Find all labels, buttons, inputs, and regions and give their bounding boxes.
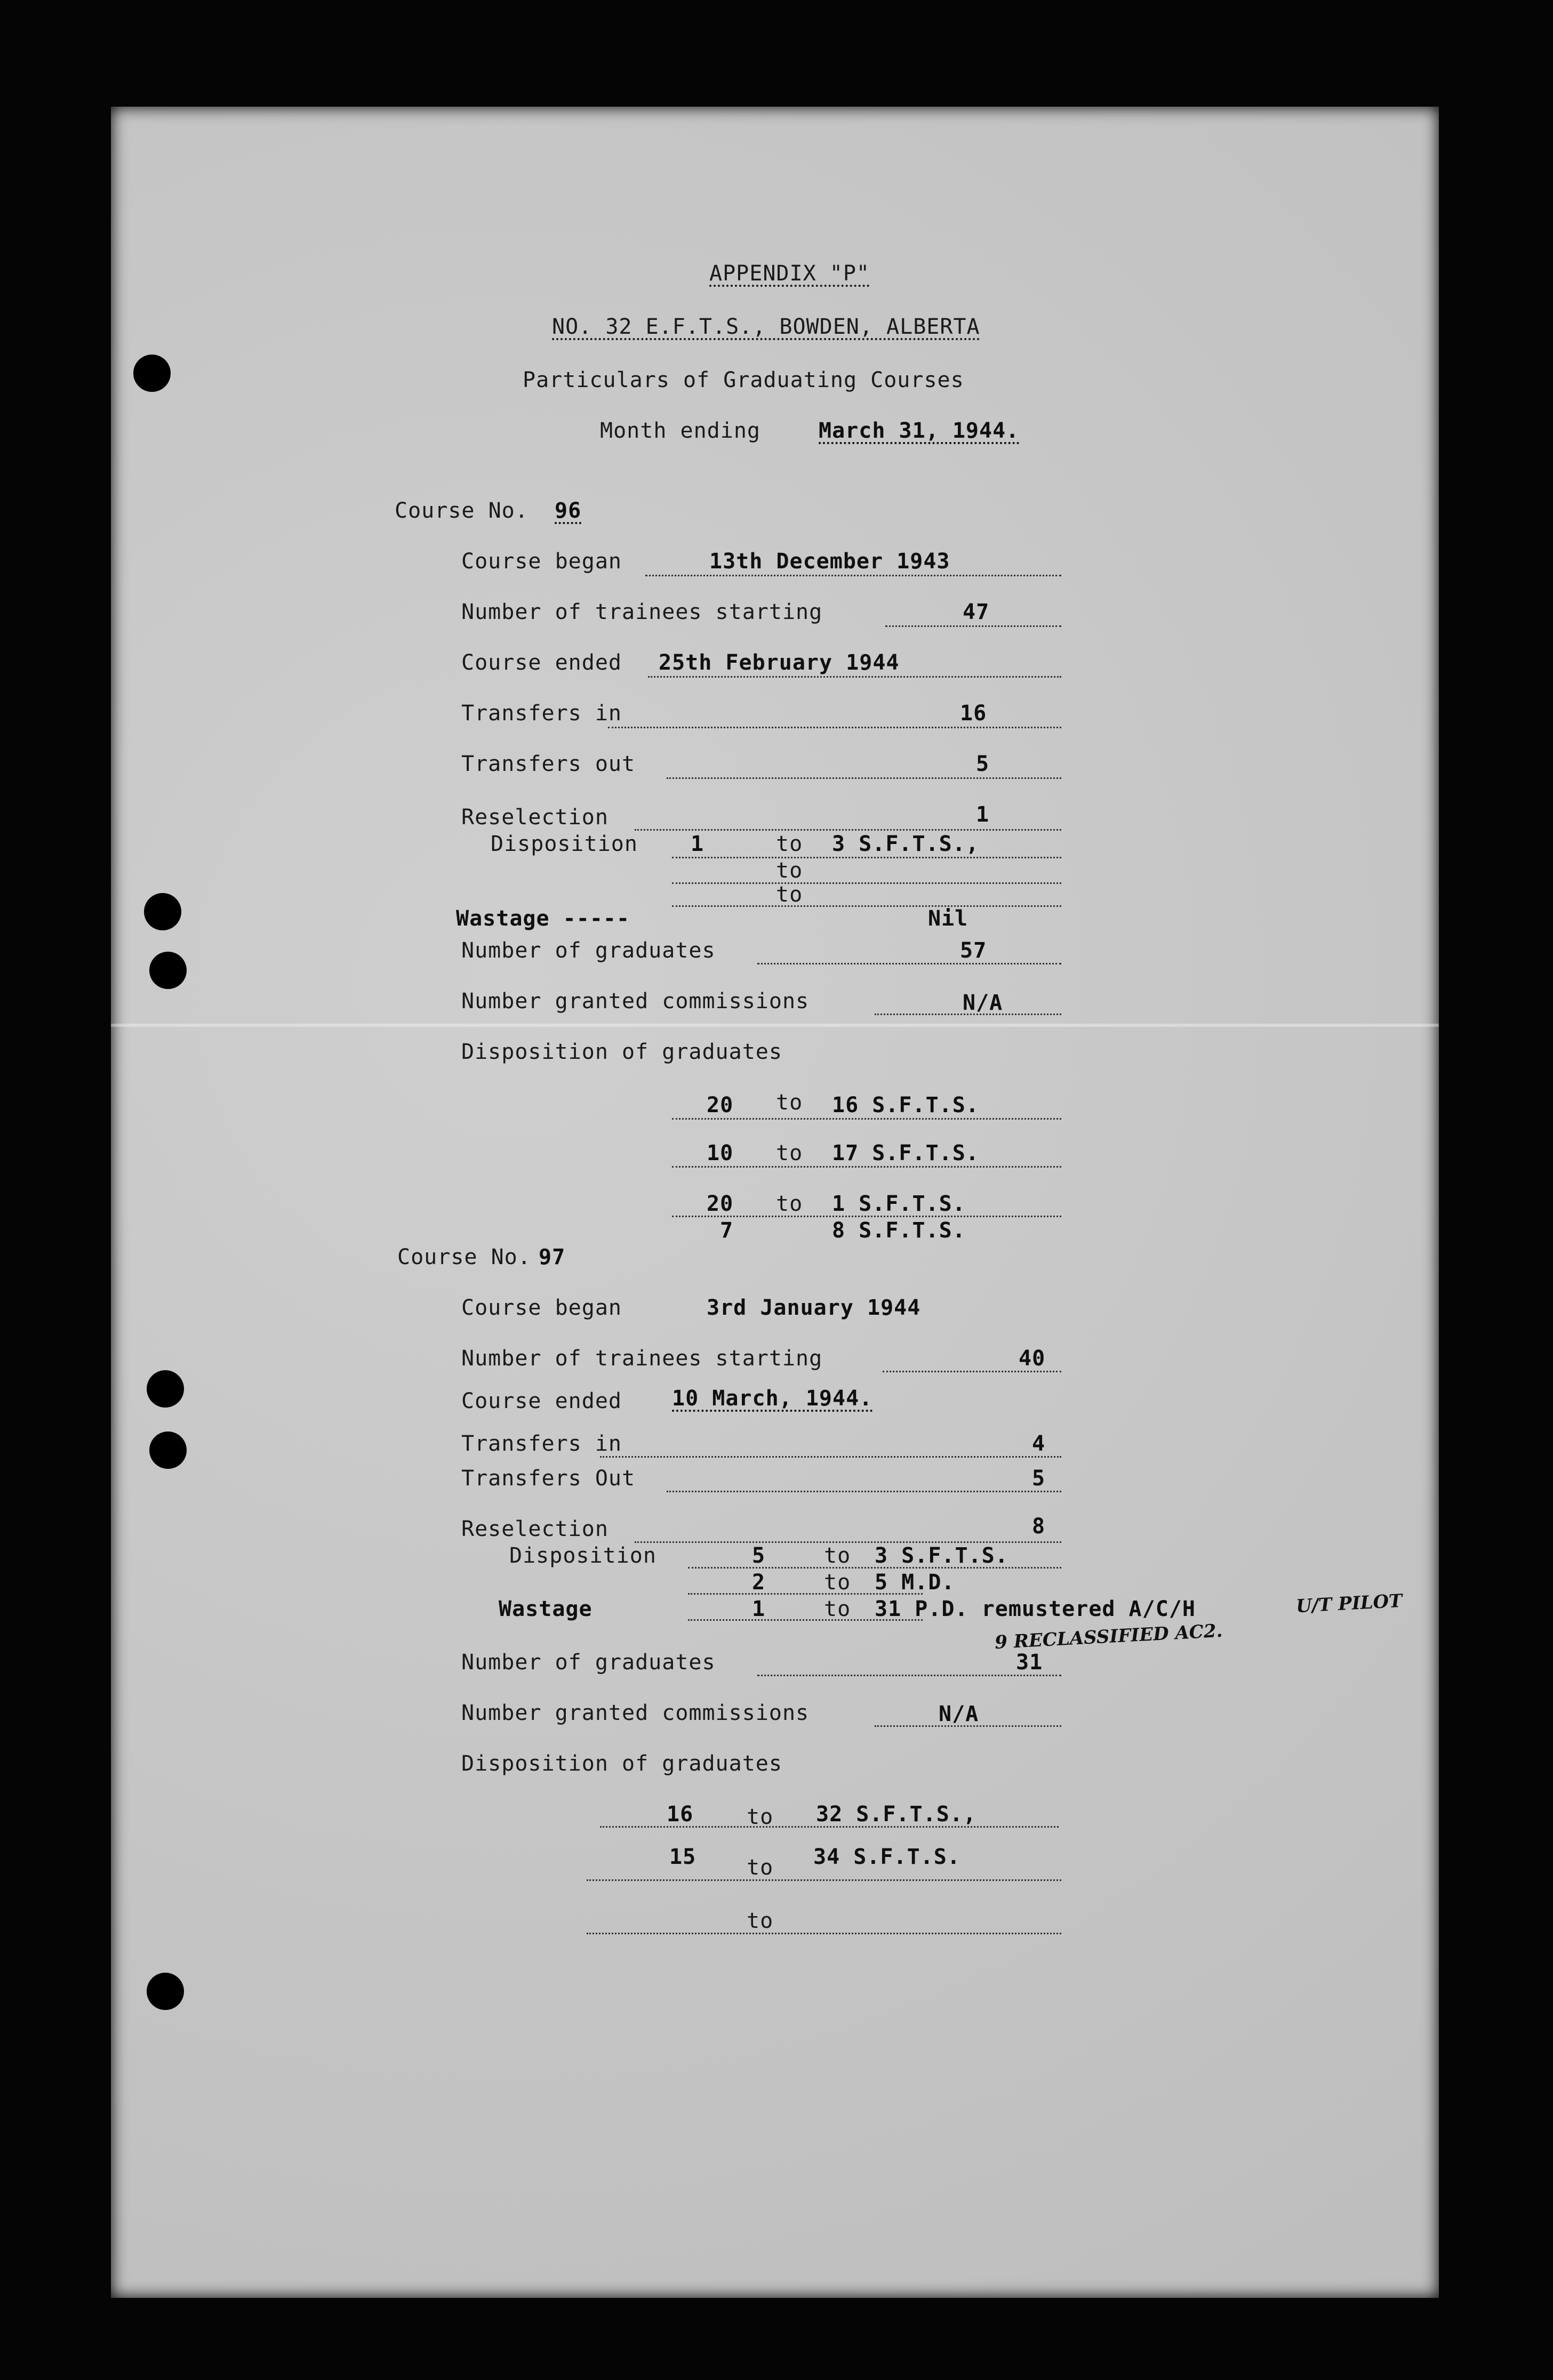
c97-grad-dest-2: 34 S.F.T.S. xyxy=(813,1845,960,1869)
c96-transfers-in-value: 16 xyxy=(960,701,987,726)
course-97-number: 97 xyxy=(539,1245,566,1269)
c97-transfers-in-value: 4 xyxy=(1032,1432,1046,1456)
c96-disposition-to-3: to xyxy=(776,882,803,907)
c96-grad-to-2: to xyxy=(776,1141,803,1165)
c96-grad-disposition-label: Disposition of graduates xyxy=(461,1040,782,1064)
c97-wastage-label: Wastage xyxy=(499,1597,593,1621)
month-value: March 31, 1944. xyxy=(819,419,1020,443)
c96-transfers-out-label: Transfers out xyxy=(461,752,636,776)
c96-starting-label: Number of trainees starting xyxy=(461,600,823,624)
c97-disposition-label: Disposition xyxy=(509,1543,657,1568)
c97-began-value: 3rd January 1944 xyxy=(707,1296,921,1320)
course-96-number: 96 xyxy=(555,498,582,523)
page-fold xyxy=(111,1024,1439,1027)
c97-ended-label: Course ended xyxy=(461,1389,622,1413)
c96-grad-to-1: to xyxy=(776,1090,803,1115)
c96-reselection-label: Reselection xyxy=(461,805,609,830)
c97-graduates-value: 31 xyxy=(1016,1650,1043,1675)
c97-ended-value: 10 March, 1944. xyxy=(672,1386,873,1411)
c97-grad-to-1: to xyxy=(747,1805,774,1829)
punch-hole xyxy=(144,893,181,930)
c97-grad-disposition-label: Disposition of graduates xyxy=(461,1751,782,1776)
c96-transfers-in-label: Transfers in xyxy=(461,701,622,726)
c96-grad-to-3: to xyxy=(776,1192,803,1216)
c97-disposition-to-3: to xyxy=(824,1597,851,1621)
c97-transfers-out-label: Transfers Out xyxy=(461,1466,636,1491)
c96-disposition-to-2: to xyxy=(776,858,803,883)
c96-ended-label: Course ended xyxy=(461,650,622,675)
c97-reselection-value: 8 xyxy=(1032,1514,1046,1539)
handwritten-note-reclassified: 9 RECLASSIFIED AC2. xyxy=(994,1620,1223,1654)
c96-grad-count-1: 20 xyxy=(707,1093,734,1117)
c96-disposition-dest: 3 S.F.T.S., xyxy=(832,832,979,856)
c97-disposition-dest-3: 31 P.D. remustered A/C/H xyxy=(875,1597,1196,1621)
c97-disposition-dest-1: 3 S.F.T.S. xyxy=(875,1543,1008,1568)
c96-disposition-count: 1 xyxy=(691,832,705,856)
c96-commissions-label: Number granted commissions xyxy=(461,989,810,1014)
c97-grad-to-3: to xyxy=(747,1909,774,1933)
c97-starting-value: 40 xyxy=(1019,1346,1046,1371)
c96-ended-value: 25th February 1944 xyxy=(659,650,900,675)
c97-grad-dest-1: 32 S.F.T.S., xyxy=(816,1802,976,1827)
c97-grad-count-1: 16 xyxy=(667,1802,694,1827)
handwritten-note-pilot: U/T PILOT xyxy=(1295,1590,1403,1618)
c96-transfers-out-value: 5 xyxy=(976,752,990,776)
punch-hole xyxy=(147,1370,184,1408)
course-97-label: Course No. xyxy=(397,1245,531,1269)
c97-disposition-dest-2: 5 M.D. xyxy=(875,1570,955,1595)
c97-grad-to-2: to xyxy=(747,1855,774,1880)
c96-grad-count-3: 20 xyxy=(707,1192,734,1216)
month-label: Month ending xyxy=(600,419,761,443)
c96-reselection-value: 1 xyxy=(976,802,990,827)
c96-began-value: 13th December 1943 xyxy=(709,549,950,574)
punch-hole xyxy=(147,1973,184,2010)
c97-disposition-to-1: to xyxy=(824,1543,851,1568)
punch-hole xyxy=(149,952,187,989)
c96-grad-dest-4: 8 S.F.T.S. xyxy=(832,1218,966,1243)
c97-disposition-count-2: 2 xyxy=(752,1570,766,1595)
unit-name: NO. 32 E.F.T.S., BOWDEN, ALBERTA xyxy=(552,315,980,339)
c97-began-label: Course began xyxy=(461,1296,622,1320)
punch-hole xyxy=(149,1432,187,1469)
c96-grad-count-2: 10 xyxy=(707,1141,734,1165)
c97-grad-count-2: 15 xyxy=(669,1845,697,1869)
punch-hole xyxy=(133,355,171,392)
subtitle: Particulars of Graduating Courses xyxy=(523,368,964,392)
c96-wastage-value: Nil xyxy=(928,906,968,931)
c97-commissions-value: N/A xyxy=(939,1702,979,1726)
c96-grad-count-4: 7 xyxy=(720,1218,734,1243)
appendix-heading: APPENDIX "P" xyxy=(709,261,870,286)
c97-commissions-label: Number granted commissions xyxy=(461,1701,810,1725)
document-page xyxy=(111,107,1439,2298)
c96-graduates-value: 57 xyxy=(960,938,987,963)
c96-grad-dest-2: 17 S.F.T.S. xyxy=(832,1141,979,1165)
c97-starting-label: Number of trainees starting xyxy=(461,1346,823,1371)
c97-graduates-label: Number of graduates xyxy=(461,1650,716,1675)
c97-reselection-label: Reselection xyxy=(461,1517,609,1541)
c97-disposition-count-3: 1 xyxy=(752,1597,766,1621)
c96-disposition-label: Disposition xyxy=(491,832,638,856)
c96-wastage-label: Wastage ----- xyxy=(456,906,630,931)
c97-disposition-count-1: 5 xyxy=(752,1543,766,1568)
c96-grad-dest-3: 1 S.F.T.S. xyxy=(832,1192,966,1216)
c96-graduates-label: Number of graduates xyxy=(461,938,716,963)
c96-disposition-to: to xyxy=(776,832,803,856)
c97-transfers-out-value: 5 xyxy=(1032,1466,1046,1491)
c96-began-label: Course began xyxy=(461,549,622,574)
c97-transfers-in-label: Transfers in xyxy=(461,1432,622,1456)
c96-grad-dest-1: 16 S.F.T.S. xyxy=(832,1093,979,1117)
course-96-label: Course No. xyxy=(395,498,529,523)
c96-starting-value: 47 xyxy=(963,600,990,624)
c97-disposition-to-2: to xyxy=(824,1570,851,1595)
c96-commissions-value: N/A xyxy=(963,991,1003,1015)
